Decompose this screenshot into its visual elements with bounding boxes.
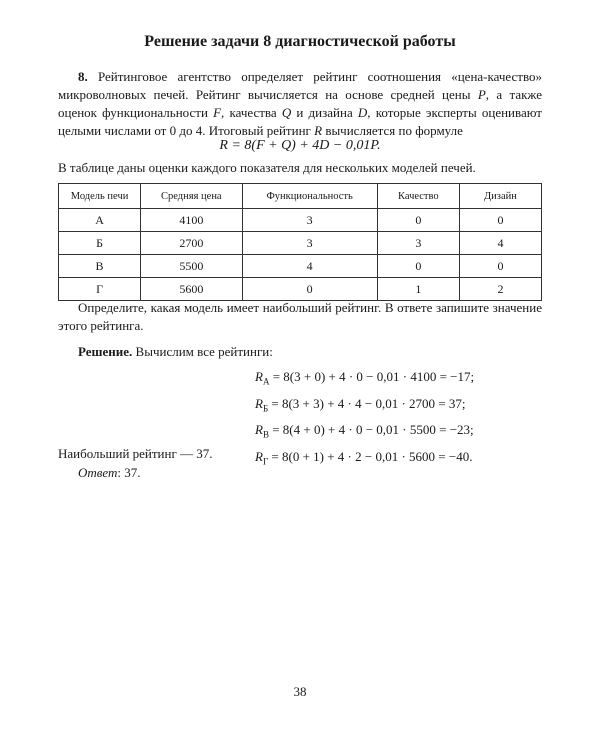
problem-number: 8. [78,69,88,84]
header-functionality: Функциональность [242,184,377,209]
cell-design: 0 [459,209,541,232]
var-d: D [357,105,368,120]
eq-expr: = 8(3 + 3) + 4 · 4 − 0,01 · 2700 = 37; [268,395,466,411]
solution-label: Решение. [78,344,133,359]
table-intro: В таблице даны оценки каждого показателя для нескольких моделей печей. [58,160,476,175]
problem-text-3: , качества [221,105,282,120]
answer-label: Ответ [78,465,118,480]
cell-price: 5600 [141,278,242,301]
table-row [59,255,542,278]
eq-sub: Г [262,456,269,467]
var-r: R [314,123,323,138]
problem-text-2: , а также оценок функциональности [58,87,542,120]
eq-expr: = 8(0 + 1) + 4 · 2 − 0,01 · 5600 = −40. [268,448,473,464]
question-text: Определите, какая модель имеет наибольший рейтинг. В ответе запишите значение этого рейтинга. [58,300,542,333]
eq-expr: = 8(3 + 0) + 4 · 0 − 0,01 · 4100 = −17; [269,369,475,384]
cell-model: А [59,209,141,232]
cell-quality: 0 [377,209,459,232]
conclusion: Наибольший рейтинг — 37. [58,446,213,461]
scores-table [58,183,542,301]
equation-a [255,366,474,393]
var-q: Q [281,105,292,120]
page-number: 38 [293,684,307,699]
solution-intro: Вычислим все рейтинги: [132,344,273,359]
table-row [59,278,542,301]
answer-value: : 37. [117,465,141,480]
equation-v [255,419,474,446]
cell-functionality: 3 [242,232,377,255]
cell-model: Г [59,278,141,301]
page-title: Решение задачи 8 диагностической работы [144,33,456,50]
solution-heading [78,344,273,360]
table-header-row [59,184,542,209]
equation-b [255,393,474,420]
header-model: Модель печи [59,184,141,209]
eq-var: R [255,448,263,464]
eq-sub: В [262,429,269,440]
cell-design: 2 [459,278,541,301]
table-row [59,209,542,232]
eq-var: R [255,369,263,384]
var-f: F [213,105,222,120]
problem-text-5: , которые эксперты оценивают целыми числами от 0 до 4. Итоговый рейтинг [58,105,542,138]
eq-sub: А [262,376,270,387]
table-row [59,232,542,255]
problem-text-1: Рейтинговое агентство определяет рейтинг соотношения «цена-качество» микроволновых печей. Рейтинг вычисляется на основе средней цены [58,69,543,102]
cell-price: 5500 [141,255,242,278]
header-quality: Качество [377,184,459,209]
eq-var: R [255,395,263,411]
answer-line [78,465,141,481]
eq-sub: Б [262,403,269,414]
cell-functionality: 3 [242,209,377,232]
eq-expr: = 8(4 + 0) + 4 · 0 − 0,01 · 5500 = −23; [268,422,474,438]
cell-design: 4 [459,232,541,255]
eq-var: R [255,422,263,438]
cell-price: 2700 [141,232,242,255]
rating-formula: R = 8(F + Q) + 4D − 0,01P. [219,138,381,153]
problem-text-4: и дизайна [291,105,358,120]
equation-g [255,446,474,473]
problem-text-6: вычисляется по формуле [322,123,463,138]
cell-quality: 1 [377,278,459,301]
var-p: P [477,87,486,102]
cell-model: Б [59,232,141,255]
header-design: Дизайн [459,184,541,209]
header-price: Средняя цена [141,184,242,209]
cell-functionality: 0 [242,278,377,301]
cell-price: 4100 [141,209,242,232]
cell-model: В [59,255,141,278]
cell-functionality: 4 [242,255,377,278]
cell-design: 0 [459,255,541,278]
cell-quality: 0 [377,255,459,278]
cell-quality: 3 [377,232,459,255]
problem-statement [58,68,542,140]
solution-equations [255,366,474,472]
